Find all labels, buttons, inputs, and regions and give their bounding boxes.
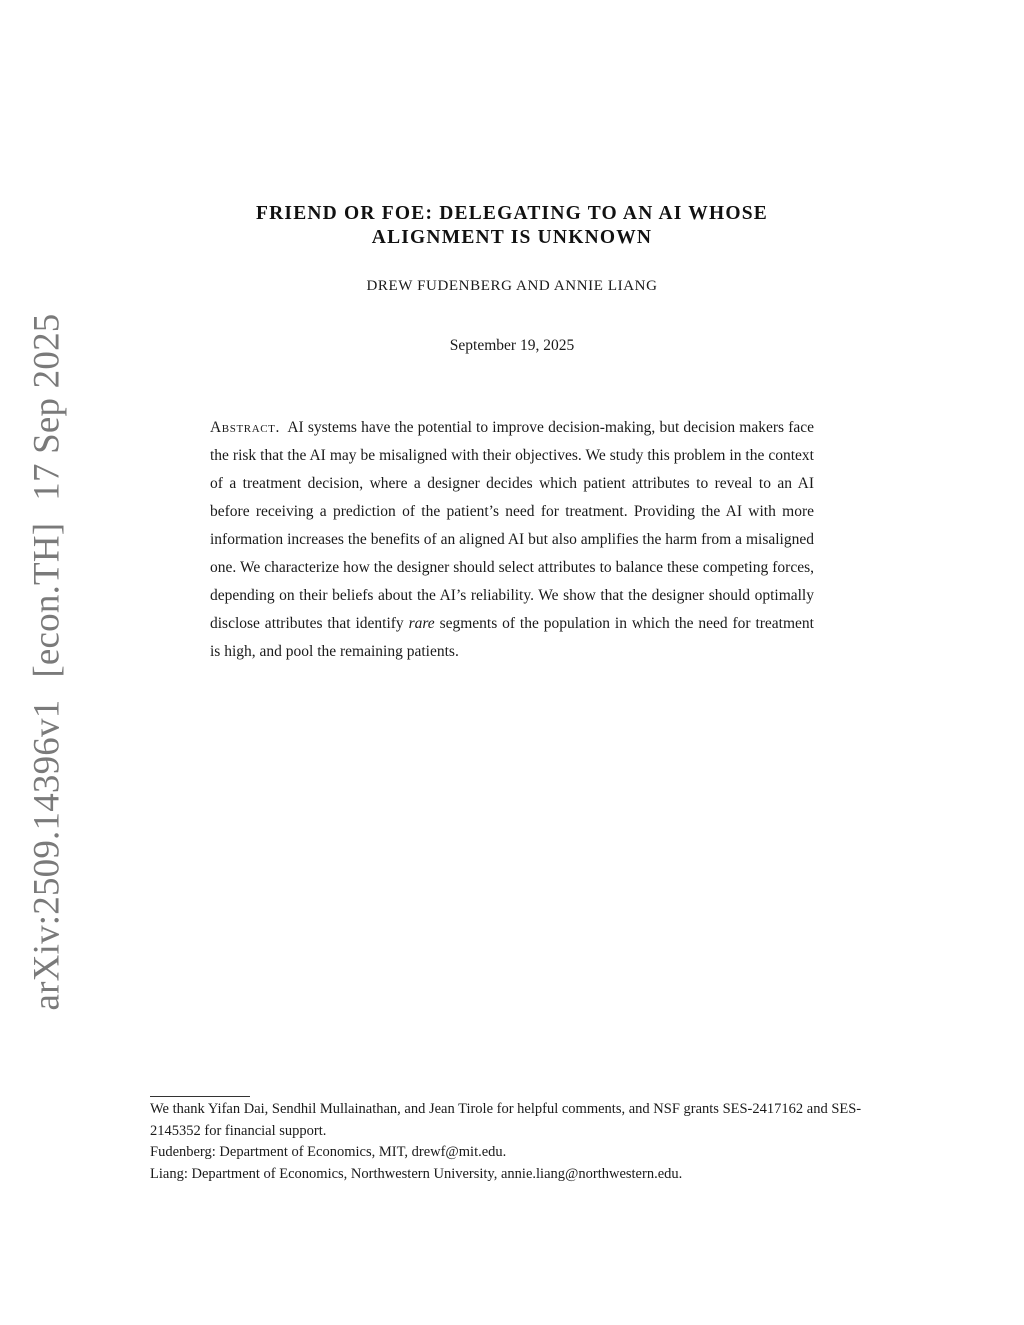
footnote-acknowledgment: We thank Yifan Dai, Sendhil Mullainathan, and Jean Tirole for helpful comments, and NSF grants SES-2417162 and SES-2145352 for financial support. (150, 1101, 862, 1139)
paper-date: September 19, 2025 (449, 337, 575, 354)
abstract-italic-word: rare (408, 615, 435, 632)
arxiv-category: [econ.TH] (26, 522, 68, 678)
arxiv-date: 17 Sep 2025 (26, 313, 68, 501)
abstract-label: Abstract. (210, 419, 280, 436)
paper-authors: DREW FUDENBERG AND ANNIE LIANG (366, 278, 658, 294)
footnote-liang-affiliation: Liang: Department of Economics, Northwestern University, annie.liang@northwestern.edu. (150, 1165, 683, 1182)
abstract (210, 414, 814, 666)
title-line-1: FRIEND OR FOE: DELEGATING TO AN AI WHOSE (256, 203, 768, 224)
abstract-text-part-2: segments of the population in which the need for treatment is high, and pool the remaining patients. (210, 615, 814, 660)
arxiv-identifier-stamp (26, 314, 69, 1011)
footnotes (150, 1099, 890, 1185)
arxiv-id: arXiv:2509.14396v1 (26, 699, 68, 1011)
footnote-divider (150, 1096, 250, 1097)
abstract-text-part-1: AI systems have the potential to improve decision-making, but decision makers face the risk that the AI may be misaligned with their objectives. We study this problem in the context of a treatment decision, where a designer decides which patient attributes to reveal to an AI before receiving a prediction of the patient’s need for treatment. Providing the AI with more information increases the benefits of an aligned AI but also amplifies the harm from a misaligned one. We characterize how the designer should select attributes to balance these competing forces, depending on their beliefs about the AI’s reliability. We show that the designer should optimally disclose attributes that identify (210, 419, 814, 632)
title-line-2: ALIGNMENT IS UNKNOWN (371, 227, 653, 248)
paper-title (150, 202, 874, 250)
footnote-fudenberg-affiliation: Fudenberg: Department of Economics, MIT, drewf@mit.edu. (150, 1144, 507, 1160)
